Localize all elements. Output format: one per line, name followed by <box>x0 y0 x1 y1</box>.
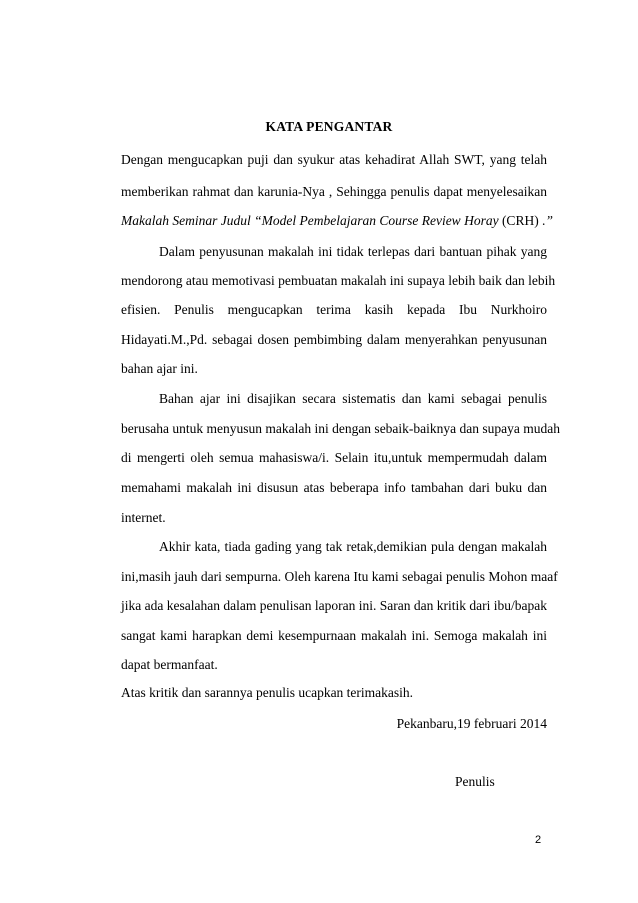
text-line: dapat bermanfaat. <box>121 657 218 672</box>
text-line: jika ada kesalahan dalam penulisan laporan ini. Saran dan kritik dari ibu/bapak <box>121 598 547 613</box>
text-line: Atas kritik dan sarannya penulis ucapkan terimakasih. <box>121 685 414 700</box>
page-number: 2 <box>535 834 542 846</box>
signature: Penulis <box>455 774 495 789</box>
text-line: Bahan ajar ini disajikan secara sistematis dan kami sebagai penulis <box>159 391 547 406</box>
page-title: KATA PENGANTAR <box>265 119 393 134</box>
text-line: Akhir kata, tiada gading yang tak retak,demikian pula dengan makalah <box>159 539 547 554</box>
text-line: memahami makalah ini disusun atas beberapa info tambahan dari buku dan <box>121 480 547 495</box>
text-line: memberikan rahmat dan karunia-Nya , Sehingga penulis dapat menyelesaikan <box>121 184 547 199</box>
text-line: internet. <box>121 510 166 525</box>
text-line: sangat kami harapkan demi kesempurnaan makalah ini. Semoga makalah ini <box>121 628 547 643</box>
text-line <box>121 212 553 229</box>
text-line: Dalam penyusunan makalah ini tidak terlepas dari bantuan pihak yang <box>159 244 547 259</box>
italic-text: Makalah Seminar Judul “Model Pembelajaran Course Review Horay <box>121 213 499 228</box>
italic-text-end: ” <box>545 213 553 228</box>
text-line: Hidayati.M.,Pd. sebagai dosen pembimbing dalam menyerahkan penyusunan <box>121 332 547 347</box>
normal-text: (CRH) . <box>498 213 546 228</box>
text-line: mendorong atau memotivasi pembuatan makalah ini supaya lebih baik dan lebih <box>121 273 556 288</box>
text-line: efisien. Penulis mengucapkan terima kasih kepada Ibu Nurkhoiro <box>121 302 547 317</box>
text-line: Dengan mengucapkan puji dan syukur atas kehadirat Allah SWT, yang telah <box>121 152 547 167</box>
date-line: Pekanbaru,19 februari 2014 <box>396 716 547 731</box>
text-line: berusaha untuk menyusun makalah ini dengan sebaik-baiknya dan supaya mudah <box>121 421 561 436</box>
text-line: di mengerti oleh semua mahasiswa/i. Selain itu,untuk mempermudah dalam <box>121 450 547 465</box>
text-line: bahan ajar ini. <box>121 361 198 376</box>
text-line: ini,masih jauh dari sempurna. Oleh karena Itu kami sebagai penulis Mohon maaf <box>121 569 558 584</box>
